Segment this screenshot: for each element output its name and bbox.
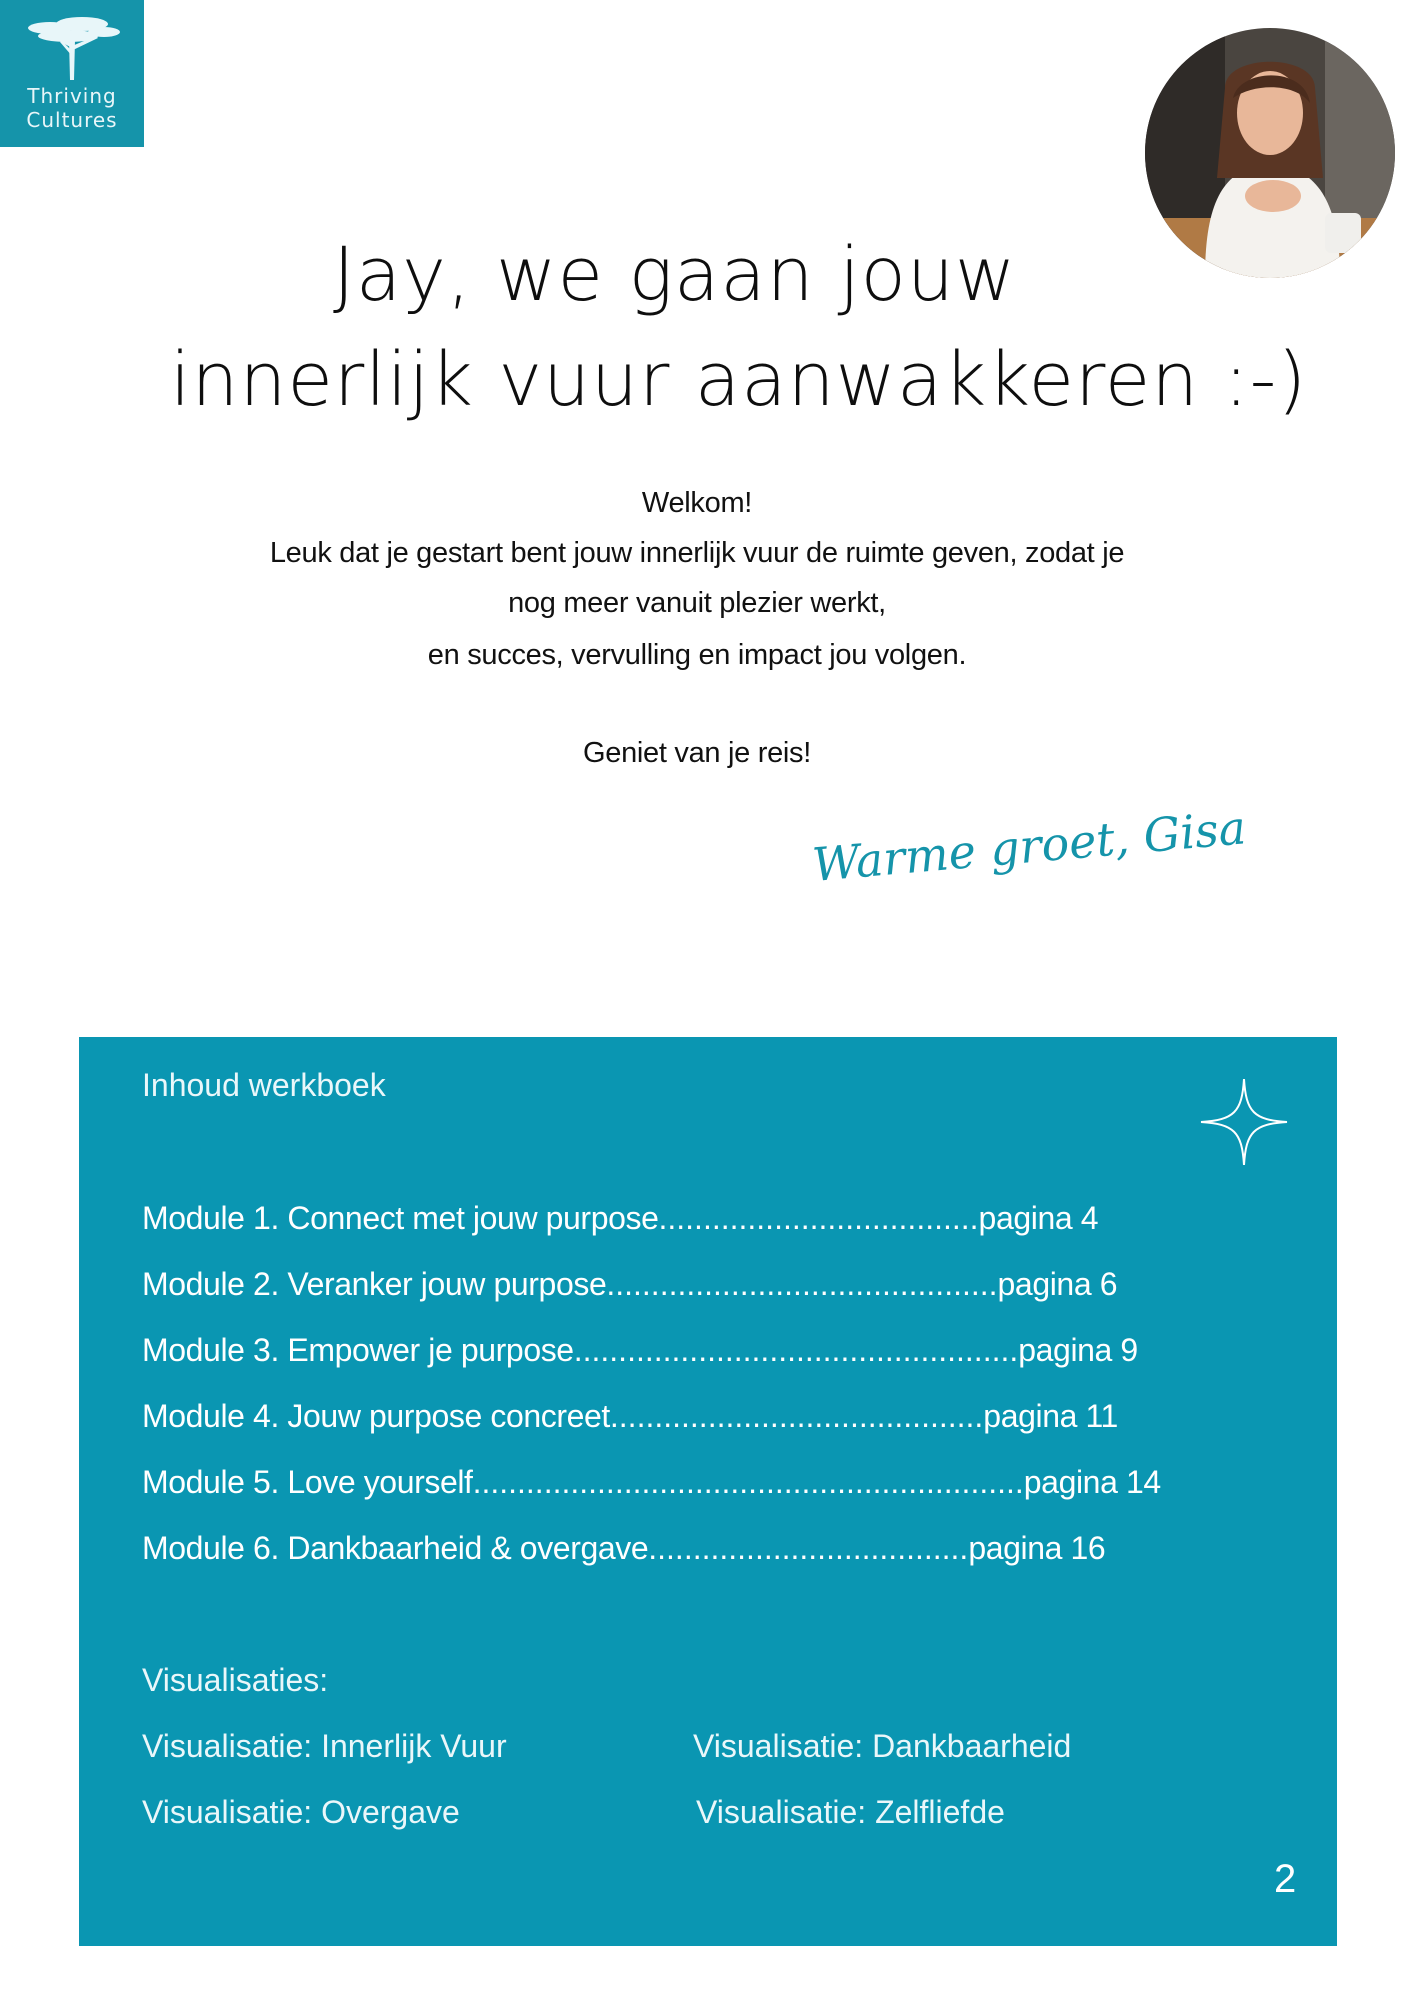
logo-line-1: Thriving xyxy=(27,84,117,108)
toc-dots: .............................................................. xyxy=(472,1464,1024,1500)
toc-dots: .......................................... xyxy=(609,1398,984,1434)
page-number: 2 xyxy=(1274,1857,1297,1901)
table-of-contents xyxy=(79,1037,1337,1946)
intro-greeting: Welkom! xyxy=(641,487,753,519)
visualisation-item[interactable]: Visualisatie: Dankbaarheid xyxy=(693,1728,1072,1764)
toc-row[interactable] xyxy=(142,1332,1138,1369)
toc-page: pagina 14 xyxy=(1023,1464,1161,1500)
toc-page: pagina 4 xyxy=(978,1200,1099,1236)
logo-line-2: Cultures xyxy=(26,108,118,132)
visualisation-item[interactable]: Visualisatie: Zelfliefde xyxy=(696,1794,1005,1830)
visualisation-item[interactable]: Visualisatie: Innerlijk Vuur xyxy=(142,1728,507,1764)
toc-module-label: Module 3. Empower je purpose xyxy=(142,1332,574,1368)
tree-icon xyxy=(20,14,124,82)
toc-page: pagina 11 xyxy=(983,1398,1118,1434)
toc-module-label: Module 6. Dankbaarheid & overgave xyxy=(142,1530,649,1566)
toc-page: pagina 9 xyxy=(1018,1332,1138,1368)
toc-page: pagina 6 xyxy=(997,1266,1118,1302)
visualisation-item[interactable]: Visualisatie: Overgave xyxy=(142,1794,460,1830)
toc-heading: Inhoud werkboek xyxy=(142,1067,386,1103)
toc-dots: .................................... xyxy=(648,1530,969,1566)
sparkle-icon xyxy=(1199,1077,1289,1167)
signature: Warme groet, Gisa xyxy=(810,800,1249,892)
toc-dots: .................................................. xyxy=(573,1332,1019,1368)
toc-row[interactable] xyxy=(142,1266,1117,1303)
toc-row[interactable] xyxy=(142,1464,1161,1501)
toc-module-label: Module 4. Jouw purpose concreet xyxy=(142,1398,610,1434)
brand-logo xyxy=(0,0,144,147)
intro-line-3: en succes, vervulling en impact jou volgen. xyxy=(427,639,967,671)
toc-row[interactable] xyxy=(142,1530,1105,1567)
toc-row[interactable] xyxy=(142,1398,1118,1435)
visualisations-heading: Visualisaties: xyxy=(142,1662,329,1698)
intro-line-1: Leuk dat je gestart bent jouw innerlijk vuur de ruimte geven, zodat je xyxy=(269,537,1125,569)
toc-dots: ............................................ xyxy=(606,1266,998,1302)
title-line-1: Jay, we gaan jouw xyxy=(333,232,1017,318)
toc-page: pagina 16 xyxy=(968,1530,1106,1566)
intro-closing: Geniet van je reis! xyxy=(582,737,812,769)
toc-module-label: Module 1. Connect met jouw purpose xyxy=(142,1200,659,1236)
title-line-2: innerlijk vuur aanwakkeren :-) xyxy=(170,337,1308,423)
toc-dots: .................................... xyxy=(658,1200,979,1236)
toc-module-label: Module 5. Love yourself xyxy=(142,1464,473,1500)
author-photo xyxy=(1145,28,1395,278)
intro-line-2: nog meer vanuit plezier werkt, xyxy=(508,587,886,619)
toc-row[interactable] xyxy=(142,1200,1098,1237)
toc-module-label: Module 2. Veranker jouw purpose xyxy=(142,1266,607,1302)
